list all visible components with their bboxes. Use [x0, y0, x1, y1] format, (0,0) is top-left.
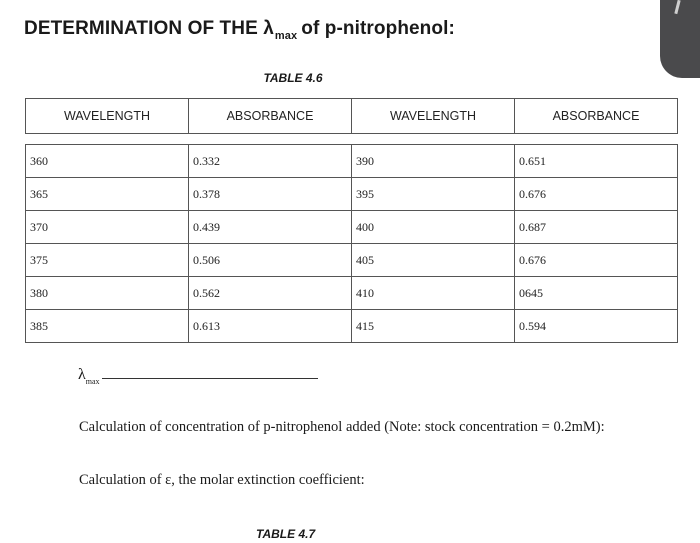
table-spacer-row	[26, 134, 678, 145]
cell-absorbance: 0.378	[189, 178, 352, 211]
header-wavelength-2: WAVELENGTH	[352, 99, 515, 134]
cell-absorbance: 0.613	[189, 310, 352, 343]
header-wavelength-1: WAVELENGTH	[26, 99, 189, 134]
lambda-max-answer-line	[78, 366, 318, 384]
table-row	[26, 277, 678, 310]
table-row	[26, 310, 678, 343]
heading-lambda: λ	[263, 18, 274, 39]
cell-wavelength: 365	[26, 178, 189, 211]
cell-absorbance: 0.651	[515, 145, 678, 178]
table-4-6-caption: TABLE 4.6	[263, 71, 323, 85]
header-absorbance-1: ABSORBANCE	[189, 99, 352, 134]
lambda-symbol: λ	[78, 366, 86, 383]
absorbance-table-container	[25, 98, 678, 343]
cell-absorbance: 0.594	[515, 310, 678, 343]
calc-epsilon-text: Calculation of ε, the molar extinction coefficient:	[79, 472, 365, 488]
heading-suffix: of p-nitrophenol:	[301, 18, 455, 39]
cell-absorbance: 0.332	[189, 145, 352, 178]
lambda-max-blank[interactable]	[102, 366, 318, 379]
table-row	[26, 211, 678, 244]
cell-absorbance: 0.562	[189, 277, 352, 310]
cell-wavelength: 410	[352, 277, 515, 310]
cell-wavelength: 415	[352, 310, 515, 343]
table-4-7-caption: TABLE 4.7	[256, 527, 316, 541]
cell-wavelength: 395	[352, 178, 515, 211]
cell-wavelength: 405	[352, 244, 515, 277]
cell-wavelength: 400	[352, 211, 515, 244]
heading-prefix: DETERMINATION OF THE	[24, 18, 264, 39]
cell-wavelength: 390	[352, 145, 515, 178]
cell-absorbance: 0.506	[189, 244, 352, 277]
lambda-max-subscript: max	[85, 377, 100, 386]
cell-wavelength: 375	[26, 244, 189, 277]
page-heading	[24, 18, 455, 40]
cell-wavelength: 385	[26, 310, 189, 343]
calc-concentration-text: Calculation of concentration of p-nitrophenol added (Note: stock concentration = 0.2mM):	[79, 419, 605, 435]
cell-absorbance: 0.676	[515, 244, 678, 277]
cell-absorbance: 0645	[515, 277, 678, 310]
cell-absorbance: 0.439	[189, 211, 352, 244]
cell-absorbance: 0.687	[515, 211, 678, 244]
corner-overlay-shape	[660, 0, 700, 78]
cell-wavelength: 360	[26, 145, 189, 178]
cell-wavelength: 370	[26, 211, 189, 244]
table-row	[26, 244, 678, 277]
header-absorbance-2: ABSORBANCE	[515, 99, 678, 134]
table-row	[26, 178, 678, 211]
table-row	[26, 145, 678, 178]
cell-absorbance: 0.676	[515, 178, 678, 211]
absorbance-table	[25, 98, 678, 343]
heading-lambda-subscript: max	[274, 30, 298, 42]
cell-wavelength: 380	[26, 277, 189, 310]
table-header-row	[26, 99, 678, 134]
